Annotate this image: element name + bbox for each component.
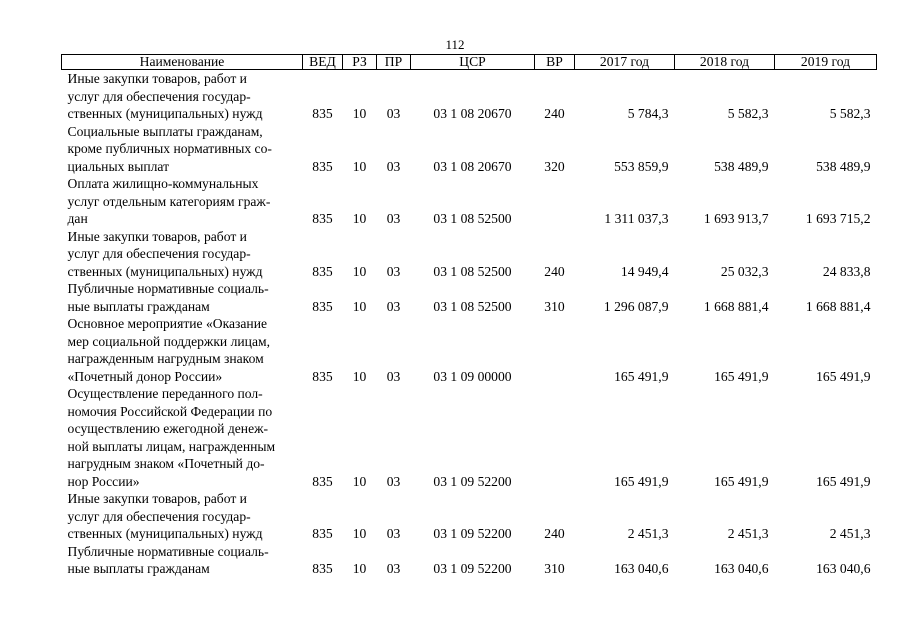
cell-vr: 310 — [544, 561, 565, 576]
header-rz: РЗ — [343, 55, 377, 70]
cell-2018: 1 668 881,4 — [703, 298, 769, 314]
cell-vr: 240 — [544, 526, 565, 541]
name-line: Основное мероприятие «Оказание — [67, 316, 268, 331]
cell-csr: 03 1 09 52200 — [433, 561, 512, 576]
name-line: Иные закупки товаров, работ и — [67, 491, 247, 506]
cell-csr: 03 1 09 52200 — [433, 473, 512, 489]
cell-pr: 03 — [386, 473, 401, 489]
header-ved: ВЕД — [303, 55, 343, 70]
name-line: осуществлению ежегодной денеж- — [67, 421, 269, 436]
name-line: Публичные нормативные социаль- — [67, 281, 269, 296]
header-2018: 2018 год — [675, 55, 775, 70]
table-row — [62, 543, 877, 578]
cell-rz: 10 — [352, 211, 367, 226]
cell-2017: 5 784,3 — [627, 106, 669, 121]
name-line: ственных (муниципальных) нужд — [67, 106, 263, 121]
cell-rz: 10 — [352, 158, 367, 174]
cell-ved: 835 — [312, 526, 333, 541]
cell-csr: 03 1 09 52200 — [433, 526, 512, 541]
name-line: циальных выплат — [67, 158, 170, 174]
cell-ved: 835 — [312, 106, 333, 121]
name-line: Оплата жилищно-коммунальных — [67, 176, 259, 191]
cell-2017: 1 296 087,9 — [603, 298, 669, 314]
table-row — [62, 280, 877, 315]
cell-ved: 835 — [312, 473, 333, 489]
cell-2018: 165 491,9 — [714, 368, 769, 384]
cell-vr: 320 — [544, 158, 565, 174]
page-number: 112 — [445, 37, 465, 52]
name-line: ные выплаты гражданам — [67, 298, 210, 314]
cell-vr: 310 — [544, 298, 565, 314]
cell-vr: 240 — [544, 106, 565, 121]
name-line: услуг для обеспечения государ- — [67, 508, 251, 524]
cell-2018: 165 491,9 — [714, 473, 769, 489]
header-pr: ПР — [377, 55, 411, 70]
cell-rz: 10 — [352, 526, 367, 541]
table-row — [62, 385, 877, 490]
cell-ved: 835 — [312, 298, 333, 314]
cell-csr: 03 1 08 52500 — [433, 263, 512, 279]
name-line: Иные закупки товаров, работ и — [67, 71, 247, 86]
cell-ved: 835 — [312, 158, 333, 174]
name-line: ные выплаты гражданам — [67, 561, 210, 576]
cell-pr: 03 — [386, 106, 401, 121]
name-line: Социальные выплаты гражданам, — [67, 123, 263, 139]
cell-2018: 163 040,6 — [714, 561, 769, 576]
table-row — [62, 315, 877, 385]
cell-ved: 835 — [312, 368, 333, 384]
name-line: нагрудным знаком «Почетный до- — [67, 456, 265, 471]
cell-2017: 1 311 037,3 — [604, 211, 669, 226]
cell-rz: 10 — [352, 561, 367, 576]
table-row — [62, 70, 877, 123]
cell-name — [62, 315, 303, 385]
cell-rz: 10 — [352, 263, 367, 279]
cell-2019: 1 693 715,2 — [805, 211, 871, 226]
cell-name — [62, 543, 303, 578]
cell-pr: 03 — [386, 298, 401, 314]
cell-name — [62, 123, 303, 176]
table-row — [62, 123, 877, 176]
name-line: кроме публичных нормативных со- — [67, 141, 272, 156]
name-line: услуг для обеспечения государ- — [67, 246, 251, 261]
cell-pr: 03 — [386, 561, 401, 576]
cell-vr — [535, 385, 575, 490]
cell-2017: 165 491,9 — [614, 473, 669, 489]
cell-ved: 835 — [312, 263, 333, 279]
header-2017: 2017 год — [575, 55, 675, 70]
cell-2019: 163 040,6 — [816, 561, 871, 576]
cell-2018: 25 032,3 — [720, 263, 769, 279]
name-line: Публичные нормативные социаль- — [67, 543, 269, 559]
name-line: ной выплаты лицам, награжденным — [67, 438, 276, 454]
cell-2019: 165 491,9 — [816, 368, 871, 384]
cell-2018: 2 451,3 — [727, 526, 769, 541]
cell-2019: 165 491,9 — [816, 473, 871, 489]
cell-vr: 240 — [544, 263, 565, 279]
cell-2018: 1 693 913,7 — [703, 211, 769, 226]
cell-ved: 835 — [312, 211, 333, 226]
cell-2019: 1 668 881,4 — [805, 298, 871, 314]
header-2019: 2019 год — [775, 55, 877, 70]
cell-name — [62, 385, 303, 490]
cell-2017: 2 451,3 — [627, 526, 669, 541]
header-csr: ЦСР — [411, 55, 535, 70]
cell-name — [62, 228, 303, 281]
name-line: Осуществление переданного пол- — [67, 386, 263, 401]
cell-pr: 03 — [386, 368, 401, 384]
cell-2019: 538 489,9 — [816, 158, 871, 174]
name-line: номочия Российской Федерации по — [67, 403, 273, 419]
cell-2018: 538 489,9 — [714, 158, 769, 174]
name-line: нор России» — [67, 473, 140, 489]
cell-rz: 10 — [352, 298, 367, 314]
cell-pr: 03 — [386, 526, 401, 541]
header-vr: ВР — [535, 55, 575, 70]
table-row — [62, 175, 877, 228]
name-line: дан — [67, 211, 88, 226]
table-row — [62, 490, 877, 543]
name-line: Иные закупки товаров, работ и — [67, 228, 247, 244]
cell-2019: 5 582,3 — [829, 106, 871, 121]
name-line: ственных (муниципальных) нужд — [67, 263, 263, 279]
name-line: услуг для обеспечения государ- — [67, 88, 251, 104]
cell-2019: 2 451,3 — [829, 526, 871, 541]
table-row — [62, 228, 877, 281]
name-line: «Почетный донор России» — [67, 368, 223, 384]
cell-name — [62, 175, 303, 228]
cell-pr: 03 — [386, 263, 401, 279]
name-line: мер социальной поддержки лицам, — [67, 333, 270, 349]
cell-name — [62, 280, 303, 315]
name-line: награжденным нагрудным знаком — [67, 351, 264, 366]
cell-rz: 10 — [352, 473, 367, 489]
table-body — [62, 70, 877, 578]
cell-2018: 5 582,3 — [727, 106, 769, 121]
cell-vr — [535, 315, 575, 385]
cell-name — [62, 70, 303, 123]
table-header-row — [62, 55, 877, 70]
cell-2017: 163 040,6 — [614, 561, 669, 576]
cell-rz: 10 — [352, 368, 367, 384]
header-name: Наименование — [62, 55, 303, 70]
cell-2019: 24 833,8 — [822, 263, 871, 279]
cell-csr: 03 1 08 52500 — [433, 211, 512, 226]
name-line: ственных (муниципальных) нужд — [67, 526, 263, 541]
cell-name — [62, 490, 303, 543]
cell-csr: 03 1 08 20670 — [433, 106, 512, 121]
cell-pr: 03 — [386, 158, 401, 174]
cell-rz: 10 — [352, 106, 367, 121]
cell-csr: 03 1 08 20670 — [433, 158, 512, 174]
cell-2017: 165 491,9 — [614, 368, 669, 384]
budget-table — [61, 54, 877, 578]
cell-ved: 835 — [312, 561, 333, 576]
cell-vr — [535, 175, 575, 228]
cell-2017: 553 859,9 — [614, 158, 669, 174]
cell-csr: 03 1 08 52500 — [433, 298, 512, 314]
cell-2017: 14 949,4 — [620, 263, 669, 279]
name-line: услуг отдельным категориям граж- — [67, 193, 271, 209]
cell-pr: 03 — [386, 211, 401, 226]
cell-csr: 03 1 09 00000 — [433, 368, 512, 384]
